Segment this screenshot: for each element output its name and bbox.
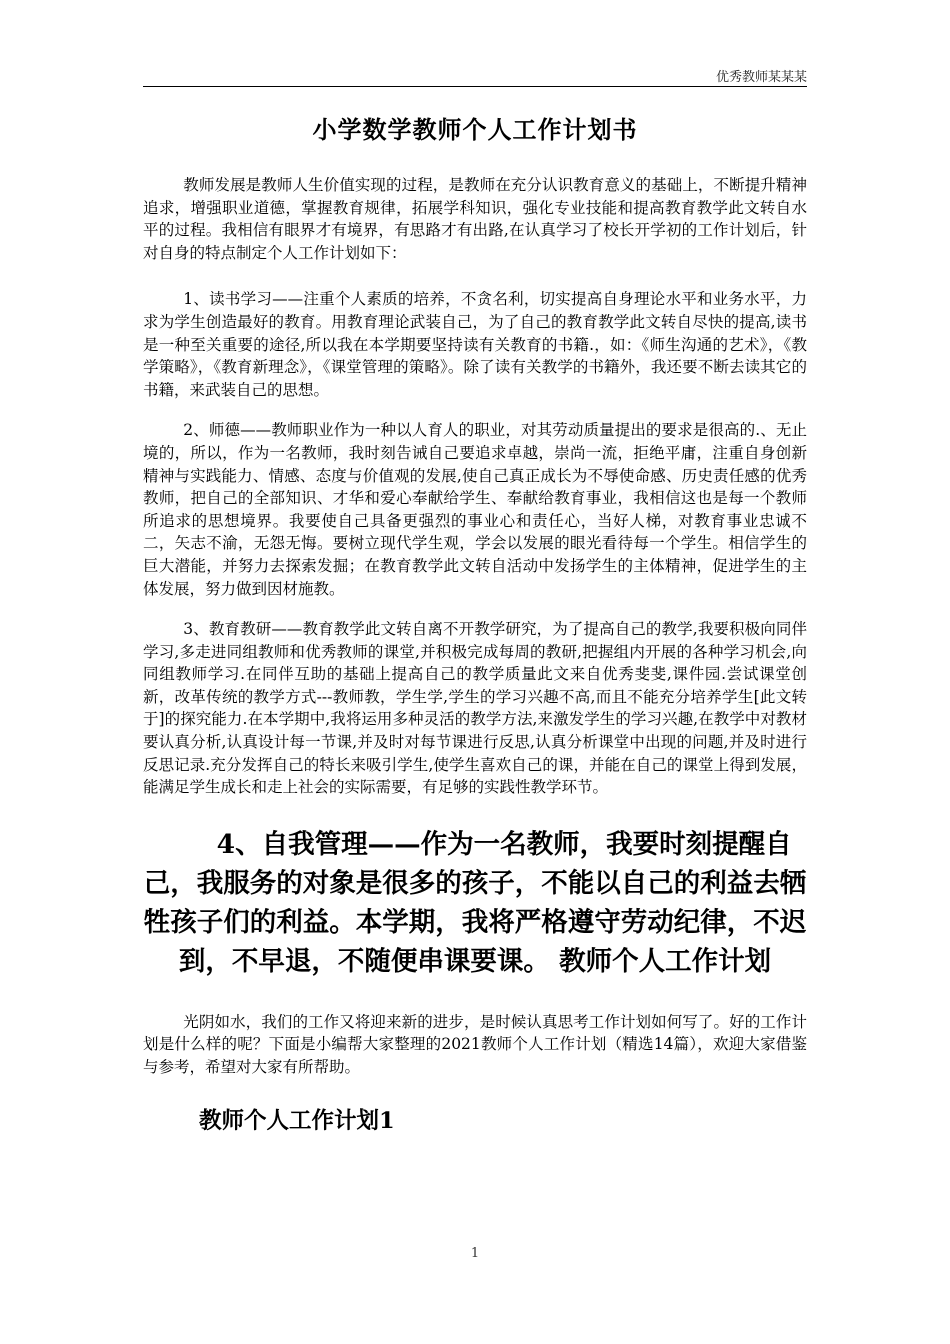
page-number: 1	[470, 1246, 480, 1261]
section-paragraph-self-management	[143, 825, 807, 981]
document-title: 小学数学教师个人工作计划书	[312, 115, 638, 144]
section-paragraph-research: 3、教育教研——教育教学此文转自离不开教学研究，为了提高自己的教学,我要积极向同伴学习,多走进同组教师和优秀教师的课堂,并积极完成每周的教研,把握组内开展的各种学习机会,向同组教师学习.在同伴互助的基础上提高自己的教学质量此文来自优秀斐斐,课件园.尝试课堂创新，改革传统的教学方式---教师教，学生学,学生的学习兴趣不高,而且不能充分培养学生[此文转于]的探究能力.在本学期中,我将运用多种灵活的教学方法,来激发学生的学习兴趣,在教学中对教材要认真分析,认真设计每一节课,并及时对每节课进行反思,认真分析课堂中出现的问题,并及时进行反思记录.充分发挥自己的特长来吸引学生,使学生喜欢自己的课，并能在自己的课堂上得到发展，能满足学生成长和走上社会的实际需要，有足够的实践性教学环节。	[143, 620, 807, 797]
self-management-text: 4、自我管理——作为一名教师，我要时刻提醒自己，我服务的对象是很多的孩子，不能以自己的利益去牺牲孩子们的利益。本学期，我将严格遵守劳动纪律，不迟到，不早退，不随便串课要课。 教师个人工作计划	[143, 828, 807, 977]
closing-paragraph: 光阴如水，我们的工作又将迎来新的进步，是时候认真思考工作计划如何写了。好的工作计划是什么样的呢？下面是小编帮大家整理的2021教师个人工作计划（精选14篇），欢迎大家借鉴与参考，希望对大家有所帮助。	[143, 1012, 807, 1077]
header-divider	[143, 86, 807, 87]
sub-heading: 教师个人工作计划1	[199, 1107, 395, 1134]
section-paragraph-reading: 1、读书学习——注重个人素质的培养，不贪名利，切实提高自身理论水平和业务水平，力求为学生创造最好的教育。用教育理论武装自己，为了自己的教育教学此文转自尽快的提高,读书是一种至关重要的途径,所以我在本学期要坚持读有关教育的书籍.，如：《师生沟通的艺术》，《教学策略》，《教育新理念》，《课堂管理的策略》。除了读有关教学的书籍外，我还要不断去读其它的书籍，来武装自己的思想。	[143, 290, 807, 399]
running-header: 优秀教师某某某	[715, 70, 807, 85]
document-body	[143, 112, 807, 1139]
section-paragraph-ethics: 2、师德——教师职业作为一种以人育人的职业，对其劳动质量提出的要求是很高的.、无止境的，所以，作为一名教师，我时刻告诫自己要追求卓越，崇尚一流，拒绝平庸，注重自身创新精神与实践能力、情感、态度与价值观的发展,使自己真正成长为不辱使命感、历史责任感的优秀教师，把自己的全部知识、才华和爱心奉献给学生、奉献给教育事业，我相信这也是每一个教师所追求的思想境界。我要使自己具备更强烈的事业心和责任心，当好人梯，对教育事业忠诚不二，矢志不渝，无怨无悔。要树立现代学生观，学会以发展的眼光看待每一个学生。相信学生的巨大潜能，并努力去探索发掘；在教育教学此文转自活动中发扬学生的主体精神，促进学生的主体发展，努力做到因材施教。	[143, 421, 807, 598]
intro-paragraph: 教师发展是教师人生价值实现的过程，是教师在充分认识教育意义的基础上，不断提升精神追求，增强职业道德，掌握教育规律，拓展学科知识，强化专业技能和提高教育教学此文转自水平的过程。我相信有眼界才有境界，有思路才有出路,在认真学习了校长开学初的工作计划后，针对自身的特点制定个人工作计划如下：	[143, 176, 807, 262]
